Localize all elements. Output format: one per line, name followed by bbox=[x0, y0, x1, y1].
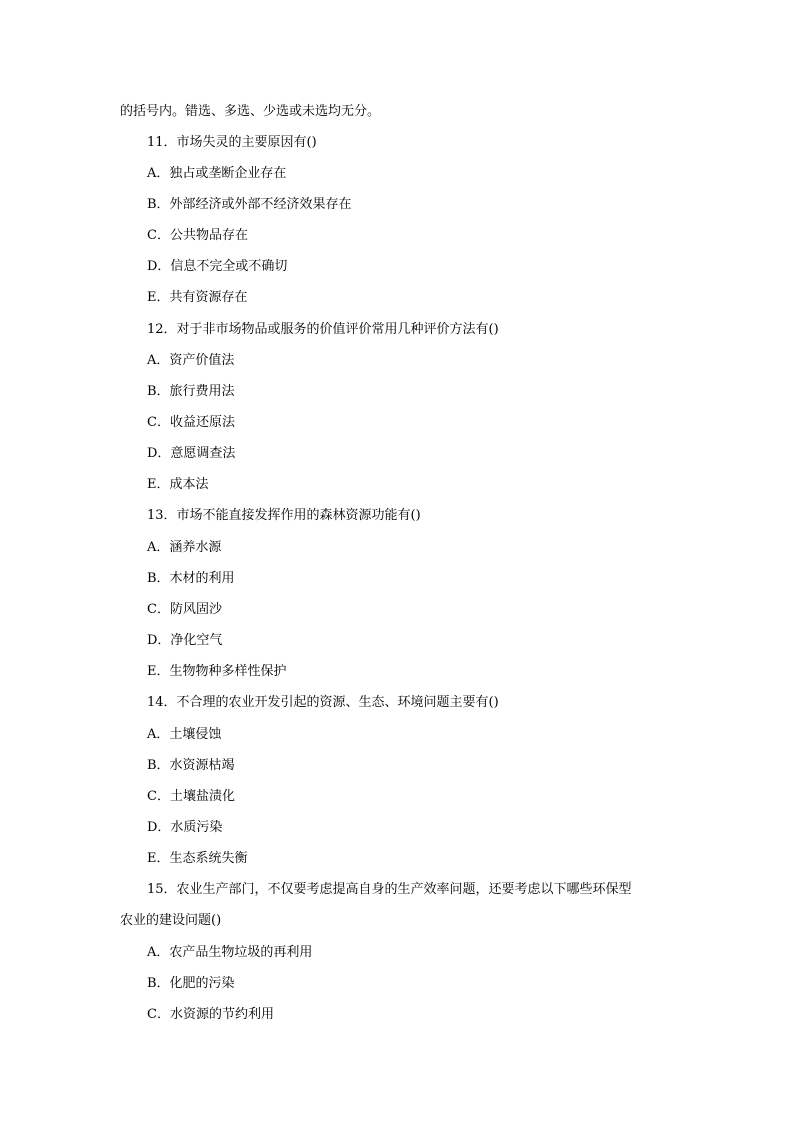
question-14-stem: 14．不合理的农业开发引起的资源、生态、环境问题主要有() bbox=[147, 695, 499, 710]
question-14-option-d: D．水质污染 bbox=[147, 820, 223, 835]
question-13-stem: 13．市场不能直接发挥作用的森林资源功能有() bbox=[147, 508, 421, 523]
question-11-option-b: B．外部经济或外部不经济效果存在 bbox=[147, 197, 352, 212]
question-13-option-d: D．净化空气 bbox=[147, 633, 223, 648]
question-15-option-b: B．化肥的污染 bbox=[147, 976, 235, 991]
question-11-option-d: D．信息不完全或不确切 bbox=[147, 259, 288, 274]
question-14-option-e: E．生态系统失衡 bbox=[147, 851, 248, 866]
question-11-stem: 11．市场失灵的主要原因有() bbox=[147, 135, 317, 150]
question-15-option-c: C．水资源的节约利用 bbox=[147, 1007, 274, 1022]
question-11-option-c: C．公共物品存在 bbox=[147, 228, 248, 243]
question-15-stem-continued: 农业的建设问题() bbox=[120, 913, 222, 928]
question-13-option-a: A．涵养水源 bbox=[147, 540, 222, 555]
question-12-option-c: C．收益还原法 bbox=[147, 415, 235, 430]
question-12-option-a: A．资产价值法 bbox=[147, 353, 235, 368]
question-12-option-e: E．成本法 bbox=[147, 477, 209, 492]
question-13-option-e: E．生物物种多样性保护 bbox=[147, 664, 287, 679]
question-15-stem: 15．农业生产部门，不仅要考虑提高自身的生产效率问题，还要考虑以下哪些环保型 bbox=[147, 882, 632, 897]
question-13-option-b: B．木材的利用 bbox=[147, 571, 235, 586]
question-11-option-e: E．共有资源存在 bbox=[147, 290, 248, 305]
instruction-text: 的括号内。错选、多选、少选或未选均无分。 bbox=[120, 104, 381, 119]
question-15-option-a: A．农产品生物垃圾的再利用 bbox=[147, 945, 313, 960]
question-14-option-c: C．土壤盐渍化 bbox=[147, 789, 235, 804]
question-12-option-d: D．意愿调查法 bbox=[147, 446, 236, 461]
question-14-option-b: B．水资源枯竭 bbox=[147, 758, 235, 773]
question-12-stem: 12．对于非市场物品或服务的价值评价常用几种评价方法有() bbox=[147, 322, 499, 337]
question-12-option-b: B．旅行费用法 bbox=[147, 384, 235, 399]
question-14-option-a: A．土壤侵蚀 bbox=[147, 727, 222, 742]
question-13-option-c: C．防风固沙 bbox=[147, 602, 222, 617]
question-11-option-a: A．独占或垄断企业存在 bbox=[147, 166, 287, 181]
